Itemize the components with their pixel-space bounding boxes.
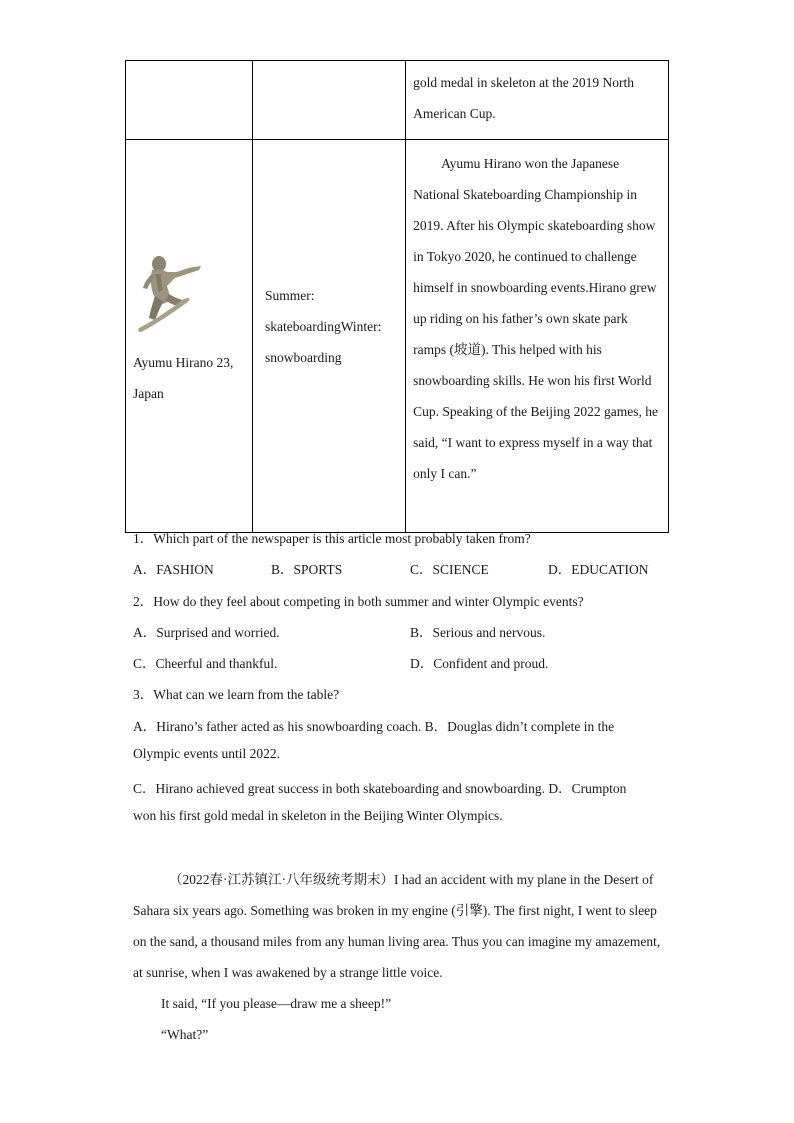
athlete-name: Ayumu Hirano 23, Japan [133,355,234,401]
q2-option-a: A．Surprised and worried. [133,625,280,640]
table-cell [126,61,253,140]
table-cell-bio-continued: gold medal in skeleton at the 2019 North American Cup. [406,61,669,140]
q2-option-c: C．Cheerful and thankful. [133,656,278,671]
q3-line-1: A．Hirano’s father acted as his snowboarding coach. B．Douglas didn’t complete in the [133,719,615,734]
q3-line-3: C．Hirano achieved great success in both skateboarding and snowboarding. D．Crumpton [133,781,627,796]
q2-option-d: D．Confident and proud. [410,656,549,671]
passage-intro [133,864,663,988]
q1-option-b: B．SPORTS [271,562,343,577]
question-2: 2．How do they feel about competing in both summer and winter Olympic events? [133,594,584,609]
athlete-events: Summer: skateboardingWinter: snowboarding [265,288,382,365]
q2-option-b: B．Serious and nervous. [410,625,546,640]
passage-paragraph: （2022春·江苏镇江·八年级统考期末）I had an accident with my plane in the Desert of Sahara six years ago. Something was broken in my engine (引擎). The first night, I went to sleep on the sand, a thousand miles from any human living area. Thus you can imagine my amazement, at sunrise, when I was awakened by a strange little voice. [133,872,661,980]
q3-line-2: Olympic events until 2022. [133,746,280,761]
q3-line-4: won his first gold medal in skeleton in the Beijing Winter Olympics. [133,808,503,823]
q1-option-c: C．SCIENCE [410,562,489,577]
table-cell-bio: Ayumu Hirano won the Japanese National Skateboarding Championship in 2019. After his Olympic skateboarding show in Tokyo 2020, he continued to challenge himself in snowboarding events.Hirano grew up riding on his father’s own skate park ramps (坡道). This helped with his snowboarding skills. He won his first World Cup. Speaking of the Beijing 2022 games, he said, “I want to express myself in a way that only I can.” [406,140,669,533]
q1-option-a: A．FASHION [133,562,214,577]
q1-option-d: D．EDUCATION [548,562,649,577]
question-1: 1．Which part of the newspaper is this article most probably taken from? [133,531,531,546]
table-row [126,61,669,140]
table-cell [253,61,406,140]
question-3: 3．What can we learn from the table? [133,687,340,702]
passage-line-3: “What?” [161,1027,209,1042]
snowboarder-photo [137,252,207,340]
passage-line-2: It said, “If you please—draw me a sheep!” [161,996,392,1011]
